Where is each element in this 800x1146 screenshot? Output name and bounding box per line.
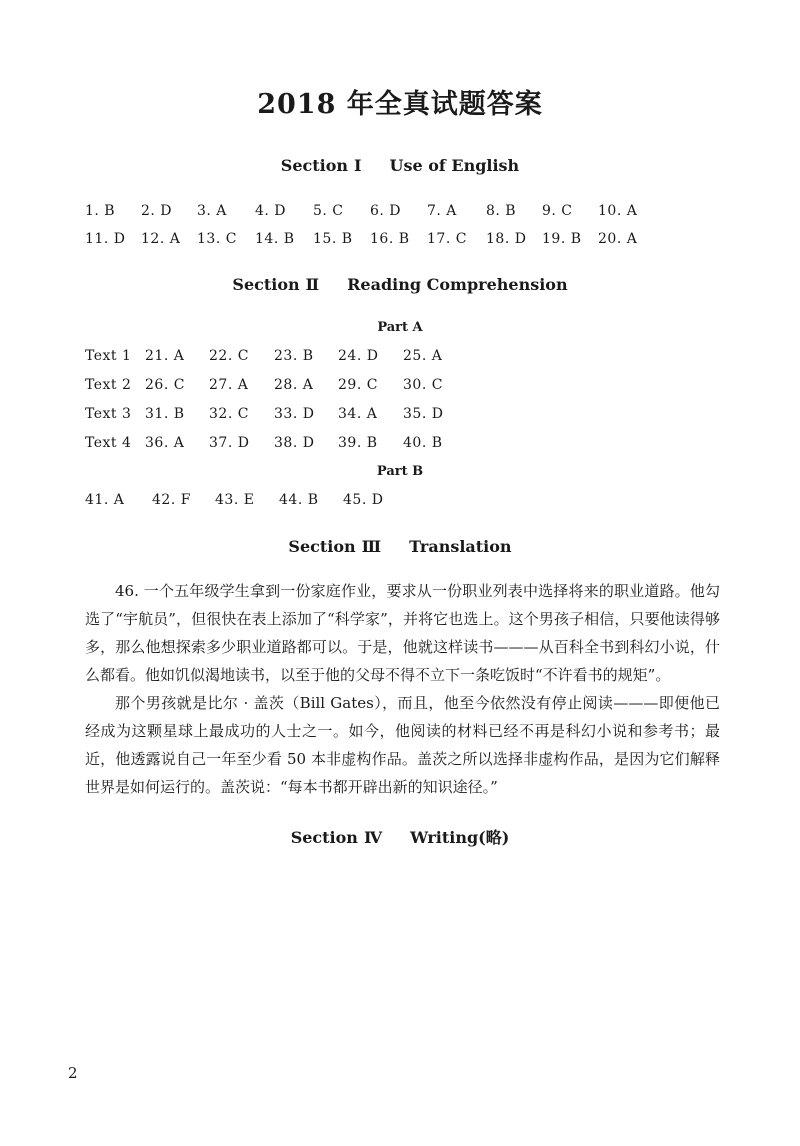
answer-item: 38. D xyxy=(274,435,315,451)
section-1-heading xyxy=(0,156,800,175)
answer-item: 3. A xyxy=(197,203,227,219)
answer-item: 37. D xyxy=(209,435,250,451)
answer-item: 18. D xyxy=(486,231,527,247)
section-label: Section xyxy=(280,156,349,175)
section-name: Translation xyxy=(409,537,512,556)
answer-item: 22. C xyxy=(209,348,249,364)
text-label: Text 2 xyxy=(85,377,132,393)
section-number: Ⅱ xyxy=(305,275,320,294)
answer-item: 33. D xyxy=(274,406,315,422)
answer-item: 42. F xyxy=(152,492,191,508)
answer-item: 16. B xyxy=(370,231,410,247)
answer-item: 13. C xyxy=(197,231,237,247)
answer-item: 11. D xyxy=(85,231,126,247)
answer-item: 17. C xyxy=(427,231,467,247)
answer-item: 44. B xyxy=(279,492,319,508)
answer-item: 29. C xyxy=(338,377,378,393)
answer-item: 5. C xyxy=(313,203,344,219)
page-title: 2018 年全真试题答案 xyxy=(257,89,543,120)
answer-item: 43. E xyxy=(215,492,255,508)
answer-item: 24. D xyxy=(338,348,379,364)
answer-item: 28. A xyxy=(274,377,314,393)
section-number: Ⅳ xyxy=(363,828,383,847)
answer-item: 12. A xyxy=(141,231,181,247)
answer-item: 10. A xyxy=(598,203,638,219)
answer-item: 36. A xyxy=(145,435,185,451)
answer-item: 15. B xyxy=(313,231,353,247)
answer-item: 32. C xyxy=(209,406,249,422)
page-number: 2 xyxy=(68,1064,78,1082)
section-name: Reading Comprehension xyxy=(347,275,568,294)
answer-item: 4. D xyxy=(255,203,287,219)
answer-item: 26. C xyxy=(145,377,185,393)
answer-item: 6. D xyxy=(370,203,402,219)
answer-item: 39. B xyxy=(338,435,378,451)
answer-item: 19. B xyxy=(542,231,582,247)
translation-paragraph-1: 46. 一个五年级学生拿到一份家庭作业，要求从一份职业列表中选择将来的职业道路。他勾选了“宇航员”，但很快在表上添加了“科学家”，并将它也选上。这个男孩子相信，只要他读得够多，那么他想探索多少职业道路都可以。于是，他就这样读书———从百科全书到科幻小说，什么都看。他如饥似渴地读书，以至于他的父母不得不立下一条吃饭时“不许看书的规矩”。 xyxy=(85,582,720,684)
answer-item: 27. A xyxy=(209,377,249,393)
section-name: Writing(略) xyxy=(410,828,510,847)
text-label: Text 3 xyxy=(85,406,132,422)
answer-item: 41. A xyxy=(85,492,125,508)
answer-item: 7. A xyxy=(427,203,457,219)
answer-item: 35. D xyxy=(403,406,444,422)
answer-item: 21. A xyxy=(145,348,185,364)
section-label: Section xyxy=(288,537,356,556)
answer-item: 1. B xyxy=(85,203,116,219)
answer-item: 30. C xyxy=(403,377,443,393)
translation-paragraph-2: 那个男孩就是比尔 · 盖茨（Bill Gates），而且，他至今依然没有停止阅读———即便他已经成为这颗星球上最成功的人士之一。如今，他阅读的材料已经不再是科幻小说和参考书；最近，他透露说自己一年至少看 50 本非虚构作品。盖茨之所以选择非虚构作品，是因为它们解释世界是如何运行的。盖茨说：“每本书都开辟出新的知识途径。” xyxy=(85,694,720,796)
answer-item: 14. B xyxy=(255,231,295,247)
part-a-label: Part A xyxy=(377,320,423,335)
answer-item: 40. B xyxy=(403,435,443,451)
answer-item: 25. A xyxy=(403,348,443,364)
section-number: Ⅲ xyxy=(361,537,382,556)
answer-item: 31. B xyxy=(145,406,185,422)
answer-item: 9. C xyxy=(542,203,573,219)
section-4-heading xyxy=(0,825,800,848)
section-name: Use of English xyxy=(389,156,520,175)
answer-item: 23. B xyxy=(274,348,314,364)
part-b-label: Part B xyxy=(376,464,424,479)
answer-item: 34. A xyxy=(338,406,378,422)
section-2-heading xyxy=(0,275,800,294)
answer-item: 45. D xyxy=(343,492,384,508)
answer-item: 2. D xyxy=(141,203,173,219)
text-label: Text 4 xyxy=(85,435,132,451)
answer-item: 20. A xyxy=(598,231,638,247)
section-label: Section xyxy=(290,828,358,847)
answer-item: 8. B xyxy=(486,203,517,219)
text-label: Text 1 xyxy=(85,348,132,364)
section-label: Section xyxy=(232,275,300,294)
section-number: Ⅰ xyxy=(354,156,362,175)
section-3-heading xyxy=(0,537,800,556)
